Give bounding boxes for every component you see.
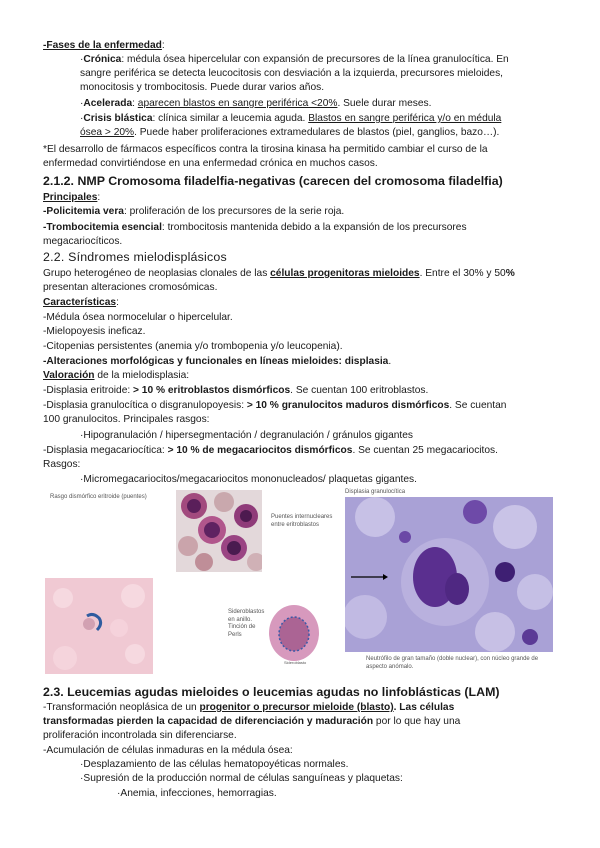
- valoracion-label: Valoración de la mielodisplasia:: [43, 370, 190, 381]
- displasia-granulocitica-line2: 100 granulocitos. Principales rasgos:: [43, 414, 210, 425]
- lam-line2: transformadas pierden la capacidad de diferenciación y maduración por lo que hay una: [43, 716, 461, 727]
- note-line2: enfermedad convirtiéndose en una enfermedad crónica en muchos casos.: [43, 158, 378, 169]
- phases-heading: -Fases de la enfermedad:: [43, 40, 165, 51]
- caract-3: -Citopenias persistentes (anemia y/o trombopenia y/o leucopenia).: [43, 341, 343, 352]
- phase-cronica-line3: monocitosis y trombocitosis. Puede durar varios años.: [80, 82, 325, 93]
- smd-intro: Grupo heterogéneo de neoplasias clonales de las células progenitoras mieloides. Entre el 30% y 50%: [43, 268, 515, 279]
- caption-granulocitica: Displasia granulocítica: [345, 489, 406, 495]
- principales-label: Principales:: [43, 192, 101, 203]
- micrograph-eritroblastos: [176, 490, 262, 572]
- phase-crisis: ·Crisis blástica: clínica similar a leucemia aguda. Blastos en sangre periférica y/o en médula: [80, 113, 502, 124]
- section-heading-smd: 2.2. Síndromes mielodisplásicos: [43, 250, 227, 264]
- micrograph-neutrofilo: [345, 497, 553, 652]
- caption-sideroblastos: Sideroblastos en anillo. Tinción de Perls: [228, 609, 265, 638]
- lam-line1: -Transformación neoplásica de un progenitor o precursor mieloide (blasto). Las células: [43, 702, 455, 713]
- caption-sideroblasto-small: Sideroblasto: [284, 660, 307, 665]
- phase-cronica-line2: sangre periférica se detecta leucocitosis con desviación a la izquierda, precursores mieloides,: [80, 68, 504, 79]
- phase-acelerada: ·Acelerada: aparecen blastos en sangre periférica <20%. Suele durar meses.: [80, 98, 432, 109]
- caract-1: -Médula ósea normocelular o hipercelular.: [43, 312, 233, 323]
- megacariocitica-rasgos: ·Micromegacariocitos/megacariocitos mononucleados/ plaquetas gigantes.: [80, 474, 417, 485]
- smd-intro-line2: presentan alteraciones cromosómicas.: [43, 282, 218, 293]
- note-line1: *El desarrollo de fármacos específicos contra la tirosina kinasa ha permitido cambiar el curso de la: [43, 144, 488, 155]
- trombocitemia-line2: megacariocíticos.: [43, 236, 123, 247]
- lam-line5: ·Desplazamiento de las células hematopoyéticas normales.: [80, 759, 349, 770]
- trombocitemia-esencial: -Trombocitemia esencial: trombocitosis mantenida debido a la expansión de los precursores: [43, 222, 467, 233]
- caption-eritroide: Rasgo dismórfico eritroide (puentes): [50, 494, 147, 500]
- section-heading-lam: 2.3. Leucemias agudas mieloides o leucemias agudas no linfoblásticas (LAM): [43, 685, 500, 699]
- displasia-eritroide: -Displasia eritroide: > 10 % eritroblastos dismórficos. Se cuentan 100 eritroblastos.: [43, 385, 429, 396]
- caract-2: -Mielopoyesis ineficaz.: [43, 326, 146, 337]
- displasia-megacariocitica: -Displasia megacariocítica: > 10 % de megacariocitos dismórficos. Se cuentan 25 megacariocitos.: [43, 445, 498, 456]
- caracteristicas-label: Características:: [43, 297, 119, 308]
- lam-line3: proliferación incontrolada sin diferenciarse.: [43, 730, 237, 741]
- section-heading-nmp: 2.1.2. NMP Cromosoma filadelfia-negativas (carecen del cromosoma filadelfia): [43, 174, 503, 188]
- micrograph-sideroblastos: [45, 578, 153, 674]
- lam-line4: -Acumulación de células inmaduras en la médula ósea:: [43, 745, 293, 756]
- caract-4: -Alteraciones morfológicas y funcionales en líneas mieloides: displasia.: [43, 356, 392, 367]
- lam-line7: ·Anemia, infecciones, hemorragias.: [117, 788, 277, 799]
- phase-crisis-line2: ósea > 20%. Puede haber proliferaciones extramedulares de blastos (piel, ganglios, bazo…).: [80, 127, 500, 138]
- lam-line6: ·Supresión de la producción normal de células sanguíneas y plaquetas:: [80, 773, 403, 784]
- megacariocitica-rasgos-label: Rasgos:: [43, 459, 81, 470]
- phase-cronica: ·Crónica: médula ósea hipercelular con expansión de precursores de la línea granulocítica. En: [80, 54, 509, 65]
- caption-puentes: Puentes internucleares entre eritroblastos: [271, 514, 333, 528]
- caption-neutrofilo: Neutrófilo de gran tamaño (doble nuclear), con núcleo grande de aspecto anómalo.: [366, 656, 539, 670]
- granulocitica-rasgos: ·Hipogranulación / hipersegmentación / degranulación / gránulos gigantes: [80, 430, 414, 441]
- micrograph-sideroblasto: [266, 603, 322, 668]
- policitemia-vera: -Policitemia vera: proliferación de los precursores de la serie roja.: [43, 206, 345, 217]
- displasia-granulocitica: -Displasia granulocítica o disgranulopoyesis: > 10 % granulocitos maduros dismórficos. Se cuentan: [43, 400, 507, 411]
